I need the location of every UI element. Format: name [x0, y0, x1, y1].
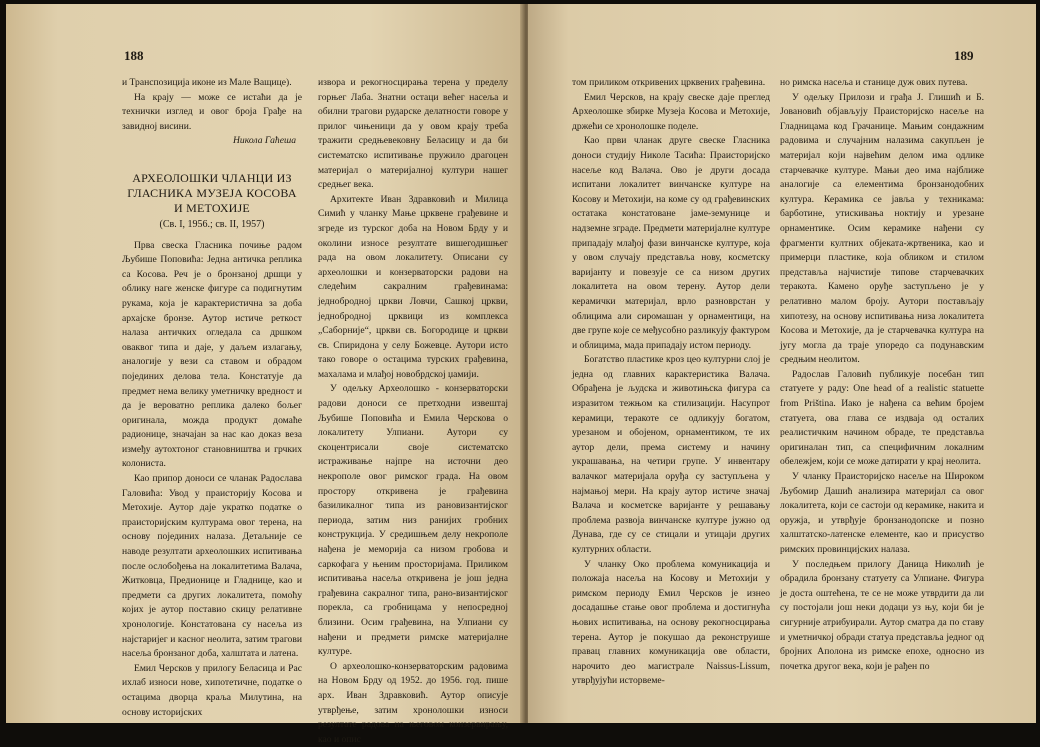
section-heading: АРХЕОЛОШКИ ЧЛАНЦИ ИЗ ГЛАСНИКА МУЗЕЈА КОСОВА И МЕТОХИЈЕ: [127, 170, 297, 215]
paragraph: У одељку Археолошко - конзерваторски радови доноси се претходни извештај Љубише Поповића и Емила Черскова о локалитету Улпиани. Аутори су скоцентрисали своје систематско истраживање најпре на источни део некрополе овог римског града. На овом простору откривена је грађевина базиликалног типа из рановизантијског периода, затим низ ранијих гробних конструкција. У средишњем делу некрополе нађена је меморија са низом гробова и саркофага у њеним просторијама. Приликом испитивања насеља откривена је још једна грађевина сакралног типа, рано-византијског порекла, са гробницама у непосредној близини. Осим грађевина, на Улпиани су нађени и предмети римске материјалне културе.: [318, 383, 508, 658]
paragraph: но римска насеља и станице дуж овиx путева.: [780, 77, 968, 88]
left-column-1: [122, 76, 302, 720]
paragraph: Као први чланак друге свеске Гласника доноси студију Николе Тасића: Праисторијско насеље код Валача. Ово је други досада испитани локалитет винчанске културе на Косову и Метохији, на коме су од грађевинских остатака констатоване јаме-земунице и надземне зграде. Предмети материјалне културе припадају млађој фази винчанске културе, која у овом случају представља нову, косметску варијанту и повезује се са низом других локалитета на овом терену. Аутор дели керамички материјал, врло разноврстан у облицима али сиромашан у орнаментици, на две групе које се међусобно разликују фактуром и облицима, мада припадају истом периоду.: [572, 135, 770, 351]
paragraph: Прва свеска Гласника почиње радом Љубише Поповића: Једна античка реплика са Косова. Реч је о бронзаној дршци у облику наге женске фигуре са подигнутим рукама, која је карактеристична за доба архајске бронзе. Аутор истиче реткост налаза античких огледала са дршком оваквог типа и даје, у даљем излагању, аналогије у вези са ставом и обрадом појединих делова тела. Констатује да предмет нема велику уметничку вредност и да је вероватно реплика далеко бољег оригинала, можда продукт домаће радионице, значајан за нас као доказ веза између аутохтоног становништва и грчких колониста.: [122, 239, 302, 470]
paragraph: У одељку Прилози и грађа Ј. Глишић и Б. Јовановић објављују Праисторијско насеље на Гладницама код Грачанице. Мањим сондажним радовима и случајним налазима сакупљен је материјал који највећим делом има одлике старчевачке културе. Мањи део има најближе аналогије са елементима бронзанодобних култура. Керамика се јавља у техникама: барботине, утискивања ноктију и урезане орнаментике. Осим керамике нађени су фрагменти култних објеката-жртвеника, као и примерци пластике, која обликом и стилом представља најчистије типове старчевачких теракота. Камено оруђе заступљено је у релативно малом броју. Аутори постављају хипотезу, на основу испитивања низа локалитета Косова и Метохије, да је старчевачка култура на југу могла да траје упоредо са подунавским средњим неолитом.: [780, 91, 984, 366]
right-page: [528, 4, 1036, 723]
paragraph: Радослав Галовић публикује посебан тип статуете у раду: One head of a realistic statuette from Priština. Иако је нађена са већим бројем статуета, ова глава се издваја од осталих реалистичким начином обраде, те представља оригиналан тип, са специфичним локалним обележјем, који се може датирати у крај неолита.: [780, 368, 984, 468]
paragraph: Као припор доноси се чланак Радослава Галовића: Увод у праисторију Косова и Метохије. Аутор даје укратко податке о праисторијским културама овог терена, на основу појединих налаза. Детаљније се наводе резултати археолошких испитивања после ослобођења на локалитетима Валача, Житковца, Предионице и Гладнице, као и предмети са других локалитета, помоћу којих је аутор поставио скицу релативне хронологије. Констатована су насеља из најстаријег и касног неолита, затим трагови насеља бронзаног доба, халштата и латена.: [122, 473, 302, 660]
paragraph: и Транспозиција иконе из Мале Ващице).: [122, 77, 292, 88]
paragraph: У чланку Праисторијско насеље на Широком Љубомир Дашић анализира материјал са овог локалитета, који се састоји од керамике, накита и оружја, и утврђује бронзанодопске и позно халштатско-латенске елементе, као и присуство римских провинцијских налаза.: [780, 471, 984, 555]
right-column-1: [572, 76, 770, 689]
right-column-2: [780, 76, 984, 674]
paragraph: У последњем прилогу Даница Николић је обрадила бронзану статуету са Улпиане. Фигура је доста оштећена, те се не може утврдити да ли су постојали још неки додаци уз њу, који би је сигурније атрибуирали. Аутор сматра да по ставу и уметничкој обради статуа представља једног од бројних Аполона из римске епохе, односно из почетка другог века, који је рађен по: [780, 558, 984, 672]
paragraph: Емил Черсков у прилогу Беласица и Рас ихлаб износи нове, хипотетичне, податке о остацима дворца краља Милутина, на основу историјских: [122, 662, 302, 718]
page-number-left: 188: [124, 48, 144, 63]
author-signature: Никола Гаћеша: [232, 135, 296, 147]
book-spread: [6, 4, 1036, 745]
paragraph: У чланку Око проблема комуникација и положаја насеља на Косову и Метохији у римском периоду Емил Черсков је изнео досадашње стање овог проблема и достигнућа њових испитивања, на основу рекогносцирања терена. Аутор је покушао да реконструише правац главних комуникација ове области, нарочито део магистрале Naissus-Lissum, утврђујући исторвеме-: [572, 558, 770, 687]
paragraph: Богатство пластике кроз цео културни слој је једна од главних карактеристика Валача. Обрађена је људска и животињска фигура са изразитом тежњом ка стилизацији. Насупрот керамици, теракоте се одликују богатом, урезаном и обојеном, орнаментиком, те их аутор дели, према систему и начину украшавања, на четири групе. У инвентару валачког материјала оруђа су заступљена у најмањој мери. На крају аутор истиче значај Валача и косметске варијанте у решавању проблема развоја винчанске културе јужно од Дунава, где су се стицали и утицаји других културних области.: [572, 354, 770, 555]
paragraph: Емил Черсков, на крају свеске даје преглед Археолошке збирке Музеја Косова и Метохије, држећи се хронолошке поделе.: [572, 91, 770, 132]
left-page: [6, 4, 524, 745]
page-number-right: 189: [954, 48, 974, 63]
paragraph: На крају — може се истаћи да је технички изглед и овог броја Грађе на завидној висини.: [122, 91, 302, 132]
paragraph: извора и рекогносцирања терена у пределу горњег Лаба. Знатни остаци већег насеља и обилни трагови рударске делатности говоре у прилог чињеници да у овом крају треба тражити средњевековну Беласицу и да би систематско испитивање пружило драгоцен материјал о материјалној култури нашег средњег века.: [318, 77, 508, 191]
paragraph: том приликом откривених црквених грађевина.: [572, 77, 766, 88]
section-subheading: (Св. I, 1956.; св. II, 1957): [159, 218, 265, 230]
paragraph: Архитекте Иван Здравковић и Милица Симић у чланку Мање црквене грађевине и згреде из турског доба на Новом Брду у и околини износе резултате вишегодишњег рада на овом локалитету. Описани су археолошки и конзерваторски радови на следећим сакралним грађевинама: једнобродној цркви Ловчи, Сашкој цркви, једнобродној црквици из комплекса „Саборније“, цркви св. Богородице и цркви св. Спиридона у селу Божевце. Аутори исто тако говоре о остацима турских грађевина, махалама и млађој новобрдској џамији.: [318, 193, 508, 380]
paragraph: О археолошко-конзерваторским радовима на Новом Брду од 1952. до 1956. год. пише арх. Иван Здравковић. Аутор описује утврђење, затим хронолошки износи резултате радова на његовом конзервирању, као и опис: [318, 660, 508, 745]
left-column-2: [318, 76, 508, 747]
